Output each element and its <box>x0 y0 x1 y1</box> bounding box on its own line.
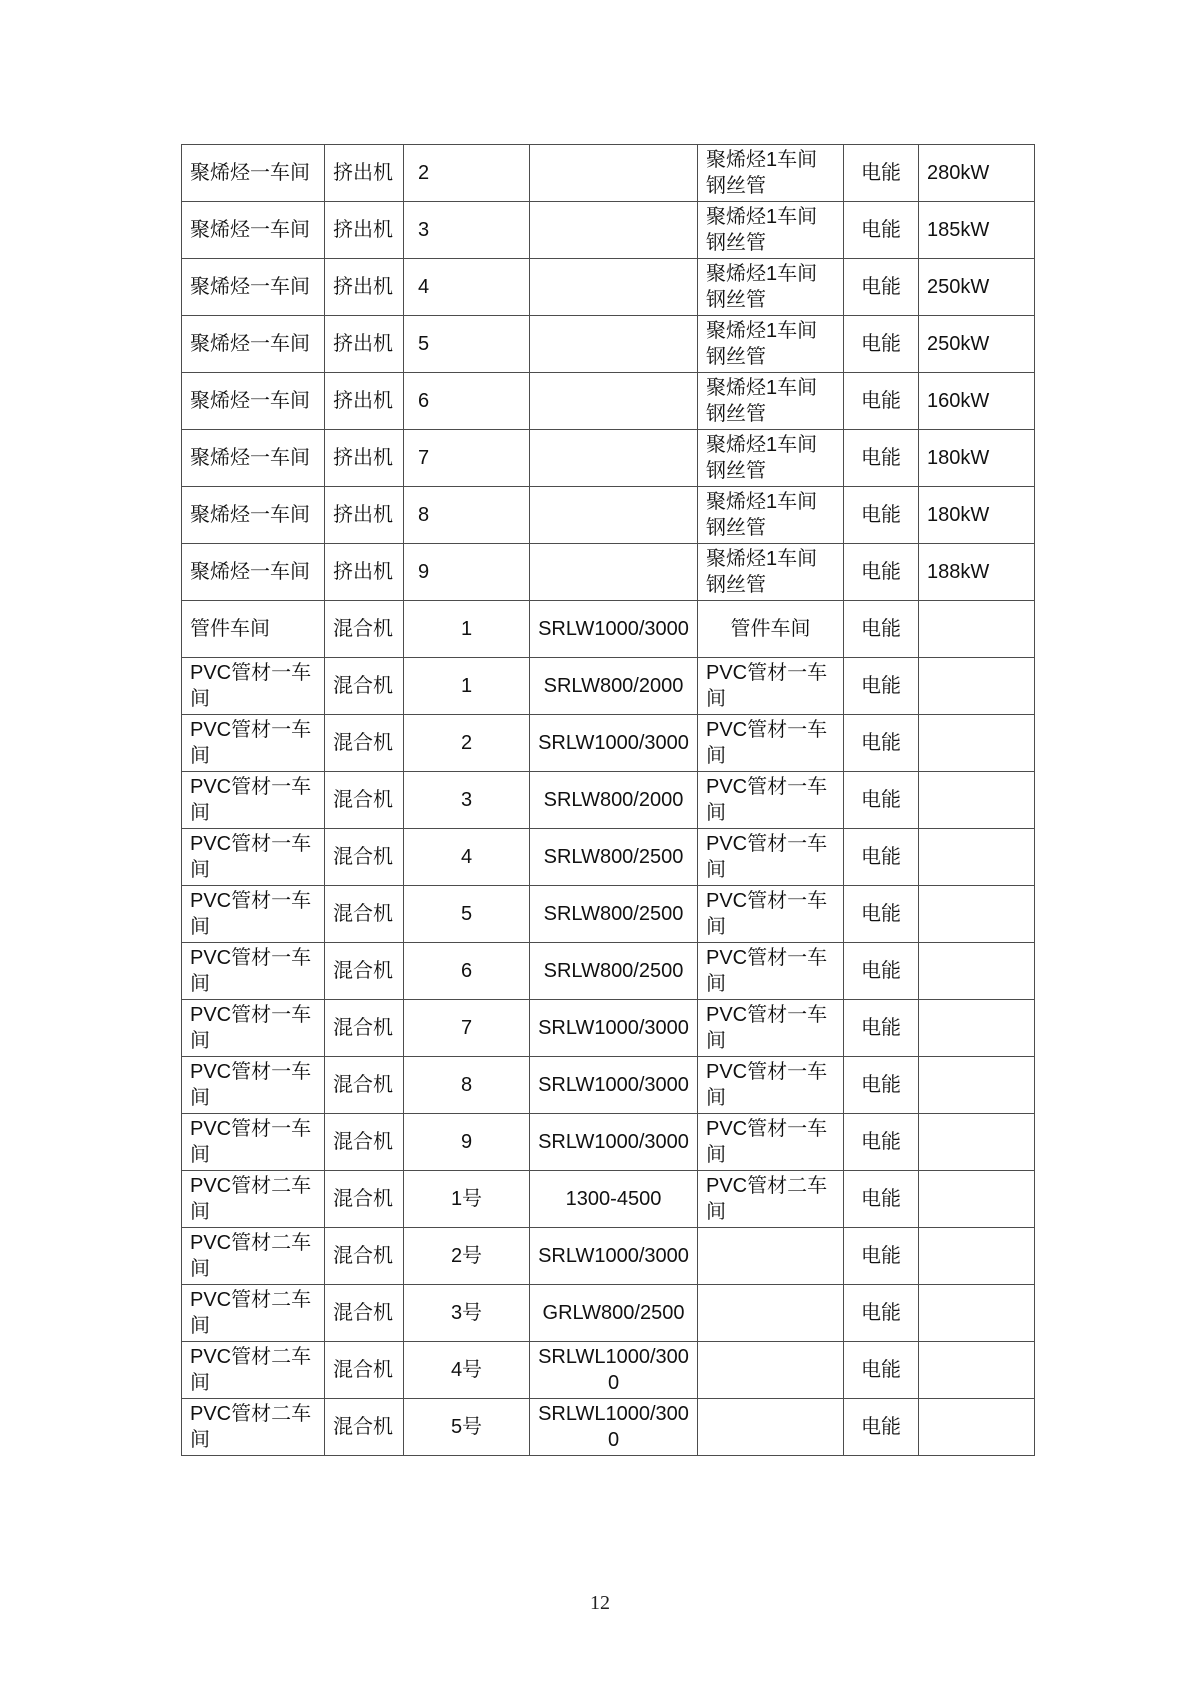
cell-equipment: 挤出机 <box>325 259 404 316</box>
cell-location: PVC管材一车间 <box>698 772 844 829</box>
cell-location: 聚烯烃1车间钢丝管 <box>698 430 844 487</box>
cell-power: 180kW <box>919 430 1035 487</box>
cell-equipment: 混合机 <box>325 715 404 772</box>
cell-energy: 电能 <box>844 1057 919 1114</box>
cell-power: 280kW <box>919 145 1035 202</box>
cell-model <box>530 373 698 430</box>
table-row <box>182 1171 1035 1228</box>
cell-power <box>919 1399 1035 1456</box>
cell-number: 5号 <box>404 1399 530 1456</box>
cell-workshop: PVC管材二车间 <box>182 1342 325 1399</box>
cell-power <box>919 715 1035 772</box>
cell-energy: 电能 <box>844 145 919 202</box>
cell-model: SRLW800/2500 <box>530 829 698 886</box>
cell-power <box>919 1342 1035 1399</box>
cell-equipment: 混合机 <box>325 1000 404 1057</box>
cell-workshop: PVC管材一车间 <box>182 772 325 829</box>
cell-location: PVC管材一车间 <box>698 658 844 715</box>
cell-workshop: 聚烯烃一车间 <box>182 373 325 430</box>
cell-model <box>530 430 698 487</box>
cell-energy: 电能 <box>844 1228 919 1285</box>
cell-energy: 电能 <box>844 1171 919 1228</box>
cell-energy: 电能 <box>844 316 919 373</box>
table-row <box>182 544 1035 601</box>
cell-number: 5 <box>404 886 530 943</box>
cell-model: SRLW800/2000 <box>530 772 698 829</box>
cell-energy: 电能 <box>844 202 919 259</box>
cell-workshop: PVC管材二车间 <box>182 1285 325 1342</box>
table-row <box>182 316 1035 373</box>
cell-energy: 电能 <box>844 430 919 487</box>
cell-power: 160kW <box>919 373 1035 430</box>
cell-number: 3 <box>404 202 530 259</box>
cell-equipment: 挤出机 <box>325 316 404 373</box>
cell-location: 聚烯烃1车间钢丝管 <box>698 544 844 601</box>
cell-number: 4号 <box>404 1342 530 1399</box>
cell-location <box>698 1285 844 1342</box>
cell-location: PVC管材一车间 <box>698 943 844 1000</box>
cell-number: 8 <box>404 487 530 544</box>
cell-number: 2 <box>404 145 530 202</box>
cell-location: 聚烯烃1车间钢丝管 <box>698 259 844 316</box>
cell-equipment: 混合机 <box>325 772 404 829</box>
cell-equipment: 挤出机 <box>325 430 404 487</box>
cell-power <box>919 601 1035 658</box>
cell-equipment: 挤出机 <box>325 202 404 259</box>
cell-equipment: 挤出机 <box>325 373 404 430</box>
cell-power <box>919 1171 1035 1228</box>
cell-number: 4 <box>404 259 530 316</box>
cell-power: 185kW <box>919 202 1035 259</box>
cell-workshop: 聚烯烃一车间 <box>182 430 325 487</box>
table-row <box>182 487 1035 544</box>
table-row <box>182 772 1035 829</box>
cell-equipment: 混合机 <box>325 1342 404 1399</box>
cell-energy: 电能 <box>844 544 919 601</box>
cell-energy: 电能 <box>844 1399 919 1456</box>
table-row <box>182 1000 1035 1057</box>
cell-location: 聚烯烃1车间钢丝管 <box>698 487 844 544</box>
cell-number: 3号 <box>404 1285 530 1342</box>
cell-power <box>919 772 1035 829</box>
cell-energy: 电能 <box>844 1342 919 1399</box>
table-row <box>182 943 1035 1000</box>
cell-number: 1 <box>404 658 530 715</box>
cell-energy: 电能 <box>844 487 919 544</box>
cell-location: PVC管材二车间 <box>698 1171 844 1228</box>
cell-model: SRLW1000/3000 <box>530 1114 698 1171</box>
cell-workshop: PVC管材一车间 <box>182 1000 325 1057</box>
cell-equipment: 混合机 <box>325 1399 404 1456</box>
cell-equipment: 挤出机 <box>325 487 404 544</box>
cell-number: 8 <box>404 1057 530 1114</box>
cell-workshop: PVC管材二车间 <box>182 1228 325 1285</box>
cell-number: 2号 <box>404 1228 530 1285</box>
cell-energy: 电能 <box>844 373 919 430</box>
cell-model: SRLW800/2000 <box>530 658 698 715</box>
equipment-table-body <box>182 145 1035 1456</box>
cell-equipment: 混合机 <box>325 943 404 1000</box>
cell-workshop: 聚烯烃一车间 <box>182 145 325 202</box>
cell-energy: 电能 <box>844 943 919 1000</box>
cell-power <box>919 1000 1035 1057</box>
cell-workshop: 聚烯烃一车间 <box>182 202 325 259</box>
cell-model: SRLW1000/3000 <box>530 1228 698 1285</box>
cell-energy: 电能 <box>844 1285 919 1342</box>
cell-location: PVC管材一车间 <box>698 1114 844 1171</box>
cell-number: 9 <box>404 1114 530 1171</box>
cell-model: SRLW800/2500 <box>530 886 698 943</box>
cell-energy: 电能 <box>844 886 919 943</box>
cell-equipment: 混合机 <box>325 1114 404 1171</box>
cell-model: SRLW1000/3000 <box>530 1057 698 1114</box>
cell-model <box>530 487 698 544</box>
cell-number: 6 <box>404 943 530 1000</box>
cell-equipment: 混合机 <box>325 829 404 886</box>
cell-model: SRLW1000/3000 <box>530 715 698 772</box>
cell-number: 5 <box>404 316 530 373</box>
cell-number: 2 <box>404 715 530 772</box>
page-number: 12 <box>590 1592 610 1614</box>
cell-equipment: 挤出机 <box>325 145 404 202</box>
cell-workshop: PVC管材二车间 <box>182 1399 325 1456</box>
cell-workshop: 聚烯烃一车间 <box>182 544 325 601</box>
cell-number: 3 <box>404 772 530 829</box>
cell-location: 聚烯烃1车间钢丝管 <box>698 373 844 430</box>
cell-workshop: PVC管材一车间 <box>182 658 325 715</box>
cell-number: 9 <box>404 544 530 601</box>
cell-location <box>698 1342 844 1399</box>
cell-equipment: 混合机 <box>325 886 404 943</box>
cell-location: 管件车间 <box>698 601 844 658</box>
cell-equipment: 混合机 <box>325 1228 404 1285</box>
cell-workshop: PVC管材二车间 <box>182 1171 325 1228</box>
cell-energy: 电能 <box>844 259 919 316</box>
cell-power <box>919 829 1035 886</box>
cell-number: 6 <box>404 373 530 430</box>
cell-number: 7 <box>404 430 530 487</box>
cell-power: 188kW <box>919 544 1035 601</box>
cell-location: 聚烯烃1车间钢丝管 <box>698 202 844 259</box>
cell-location <box>698 1228 844 1285</box>
cell-equipment: 混合机 <box>325 1171 404 1228</box>
cell-workshop: PVC管材一车间 <box>182 829 325 886</box>
cell-workshop: PVC管材一车间 <box>182 1114 325 1171</box>
cell-equipment: 混合机 <box>325 601 404 658</box>
cell-workshop: PVC管材一车间 <box>182 886 325 943</box>
cell-model: SRLW800/2500 <box>530 943 698 1000</box>
table-row <box>182 1342 1035 1399</box>
cell-power: 180kW <box>919 487 1035 544</box>
cell-location: PVC管材一车间 <box>698 1000 844 1057</box>
table-row <box>182 601 1035 658</box>
table-row <box>182 658 1035 715</box>
cell-energy: 电能 <box>844 772 919 829</box>
cell-location: PVC管材一车间 <box>698 715 844 772</box>
cell-model <box>530 145 698 202</box>
cell-equipment: 混合机 <box>325 1285 404 1342</box>
cell-power <box>919 1057 1035 1114</box>
table-row <box>182 1228 1035 1285</box>
table-row <box>182 1057 1035 1114</box>
cell-workshop: 聚烯烃一车间 <box>182 259 325 316</box>
cell-energy: 电能 <box>844 1114 919 1171</box>
cell-location: PVC管材一车间 <box>698 1057 844 1114</box>
cell-equipment: 挤出机 <box>325 544 404 601</box>
cell-workshop: PVC管材一车间 <box>182 1057 325 1114</box>
cell-equipment: 混合机 <box>325 658 404 715</box>
cell-number: 4 <box>404 829 530 886</box>
cell-model: 1300-4500 <box>530 1171 698 1228</box>
table-row <box>182 1399 1035 1456</box>
cell-equipment: 混合机 <box>325 1057 404 1114</box>
table-row <box>182 430 1035 487</box>
cell-workshop: 管件车间 <box>182 601 325 658</box>
cell-location: PVC管材一车间 <box>698 886 844 943</box>
cell-energy: 电能 <box>844 829 919 886</box>
cell-power <box>919 1285 1035 1342</box>
cell-power: 250kW <box>919 316 1035 373</box>
cell-model <box>530 544 698 601</box>
cell-location: 聚烯烃1车间钢丝管 <box>698 316 844 373</box>
cell-location: 聚烯烃1车间钢丝管 <box>698 145 844 202</box>
cell-energy: 电能 <box>844 601 919 658</box>
cell-model: SRLW1000/3000 <box>530 1000 698 1057</box>
cell-energy: 电能 <box>844 658 919 715</box>
cell-power <box>919 1114 1035 1171</box>
cell-power: 250kW <box>919 259 1035 316</box>
table-row <box>182 715 1035 772</box>
cell-model: SRLWL1000/3000 <box>530 1399 698 1456</box>
cell-model <box>530 259 698 316</box>
cell-workshop: PVC管材一车间 <box>182 943 325 1000</box>
table-row <box>182 1285 1035 1342</box>
cell-number: 1号 <box>404 1171 530 1228</box>
cell-number: 7 <box>404 1000 530 1057</box>
cell-power <box>919 943 1035 1000</box>
cell-number: 1 <box>404 601 530 658</box>
cell-model: SRLW1000/3000 <box>530 601 698 658</box>
cell-workshop: PVC管材一车间 <box>182 715 325 772</box>
table-row <box>182 886 1035 943</box>
cell-location: PVC管材一车间 <box>698 829 844 886</box>
equipment-table <box>181 144 1035 1456</box>
table-row <box>182 202 1035 259</box>
table-row <box>182 1114 1035 1171</box>
cell-location <box>698 1399 844 1456</box>
cell-model: SRLWL1000/3000 <box>530 1342 698 1399</box>
cell-workshop: 聚烯烃一车间 <box>182 487 325 544</box>
cell-workshop: 聚烯烃一车间 <box>182 316 325 373</box>
cell-model: GRLW800/2500 <box>530 1285 698 1342</box>
table-row <box>182 373 1035 430</box>
cell-power <box>919 658 1035 715</box>
cell-model <box>530 316 698 373</box>
cell-power <box>919 1228 1035 1285</box>
cell-model <box>530 202 698 259</box>
table-row <box>182 829 1035 886</box>
cell-power <box>919 886 1035 943</box>
table-row <box>182 259 1035 316</box>
cell-energy: 电能 <box>844 715 919 772</box>
table-row <box>182 145 1035 202</box>
cell-energy: 电能 <box>844 1000 919 1057</box>
